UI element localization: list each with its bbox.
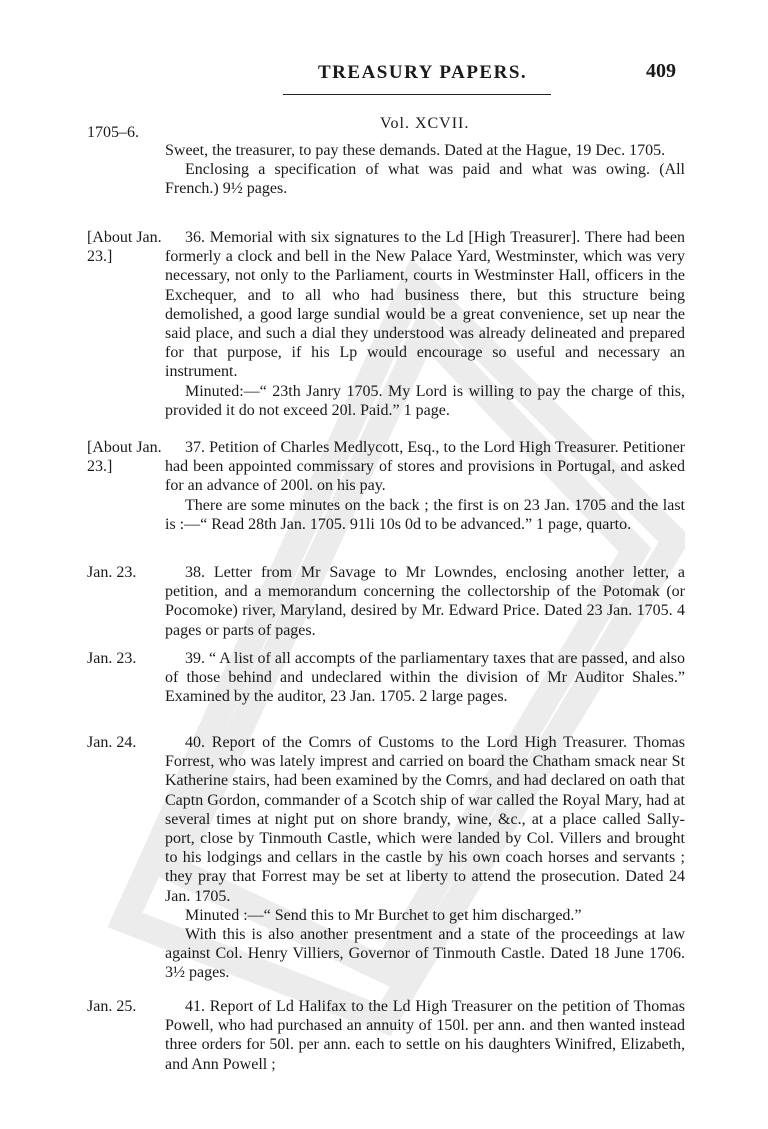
- entry-text: [165, 649, 685, 707]
- page-header: [0, 60, 768, 90]
- entry-paragraph: Minuted :—“ Send this to Mr Burchet to get him discharged.”: [185, 906, 582, 924]
- entry-paragraph: With this is also another presentment and a state of the proceedings at law against Col. Henry Villiers, Governor of Tinmouth Castle. Dated 18 June 1706. 3½ pages.: [165, 926, 685, 982]
- entry-paragraph: There are some minutes on the back ; the first is on 23 Jan. 1705 and the last is :—“ Read 28th Jan. 1705. 91li 10s 0d to be advanced.” 1 page, quarto.: [165, 496, 685, 533]
- entry-paragraph: 41. Report of Ld Halifax to the Ld High Treasurer on the petition of Thomas Powell, who had purchased an annuity of 150l. per ann. and then wanted instead three orders for 50l. per ann. each to settle on his daughters Winifred, Elizabeth, and Ann Powell ;: [165, 998, 685, 1073]
- entry-paragraph: Sweet, the treasurer, to pay these demands. Dated at the Hague, 19 Dec. 1705.: [165, 142, 666, 159]
- entry-text: [165, 141, 685, 199]
- entry-paragraph: Minuted:—“ 23th Janry 1705. My Lord is willing to pay the charge of this, provided it do not exceed 20l. Paid.” 1 page.: [165, 382, 685, 419]
- entry-paragraph: 38. Letter from Mr Savage to Mr Lowndes, enclosing another letter, a petition, and a memorandum concerning the collectorship of the Potomak (or Pocomoke) river, Maryland, desired by Mr. Edward Price. Dated 23 Jan. 1705. 4 pages or parts of pages.: [165, 564, 685, 639]
- entry-date: Jan. 24.: [87, 734, 137, 751]
- page-number: 409: [646, 60, 676, 82]
- entry-date: Jan. 23.: [87, 650, 137, 667]
- running-title: TREASURY PAPERS.: [318, 62, 528, 83]
- header-rule: [283, 94, 551, 95]
- entry-date: 1705–6.: [87, 124, 139, 141]
- entry-text: [165, 438, 685, 534]
- entry-date: [About Jan. 23.]: [87, 439, 162, 475]
- volume-heading: Vol. XCVII.: [380, 115, 470, 132]
- entry-date: Jan. 23.: [87, 564, 137, 581]
- entry-text: [165, 563, 685, 640]
- entry-date: Jan. 25.: [87, 998, 137, 1015]
- entry-paragraph: Enclosing a specification of what was paid and what was owing. (All French.) 9½ pages.: [165, 161, 685, 198]
- entry-paragraph: 37. Petition of Charles Medlycott, Esq., to the Lord High Treasurer. Petitioner had been appointed commissary of stores and provisions in Portugal, and asked for an advance of 200l. on his pay.: [165, 439, 685, 495]
- entry-date: [About Jan. 23.]: [87, 229, 162, 265]
- entry-text: [165, 228, 685, 420]
- entry-paragraph: 36. Memorial with six signatures to the Ld [High Treasurer]. There had been formerly a clock and bell in the New Palace Yard, Westminster, which was very necessary, not only to the Parliament, courts in Westminster Hall, officers in the Exchequer, and to all who had business there, but this structure being demolished, a good large sundial would be a great convenience, set up near the said place, and such a dial they understood was already delineated and prepared for that purpose, if his Lp would encourage so useful and necessary an instrument.: [165, 229, 685, 381]
- entry-paragraph: 40. Report of the Comrs of Customs to the Lord High Treasurer. Thomas Forrest, who was lately imprest and carried on board the Chatham smack near St Katherine stairs, had been examined by the Comrs, and had declared on oath that Captn Gordon, commander of a Scotch ship of war called the Royal Mary, had at several times at night put on shore brandy, wine, &c., at a place called Sally-port, close by Tinmouth Castle, which were landed by Col. Villers and brought to his lodgings and cellars in the castle by his own coach horses and servants ; they pray that Forrest may be set at liberty to attend the prosecution. Dated 24 Jan. 1705.: [165, 734, 685, 905]
- entry-text: [165, 733, 685, 983]
- entry-paragraph: 39. “ A list of all accompts of the parliamentary taxes that are passed, and also of those behind and undeclared within the division of Mr Auditor Shales.” Examined by the auditor, 23 Jan. 1705. 2 large pages.: [165, 650, 685, 706]
- entry-text: [165, 997, 685, 1074]
